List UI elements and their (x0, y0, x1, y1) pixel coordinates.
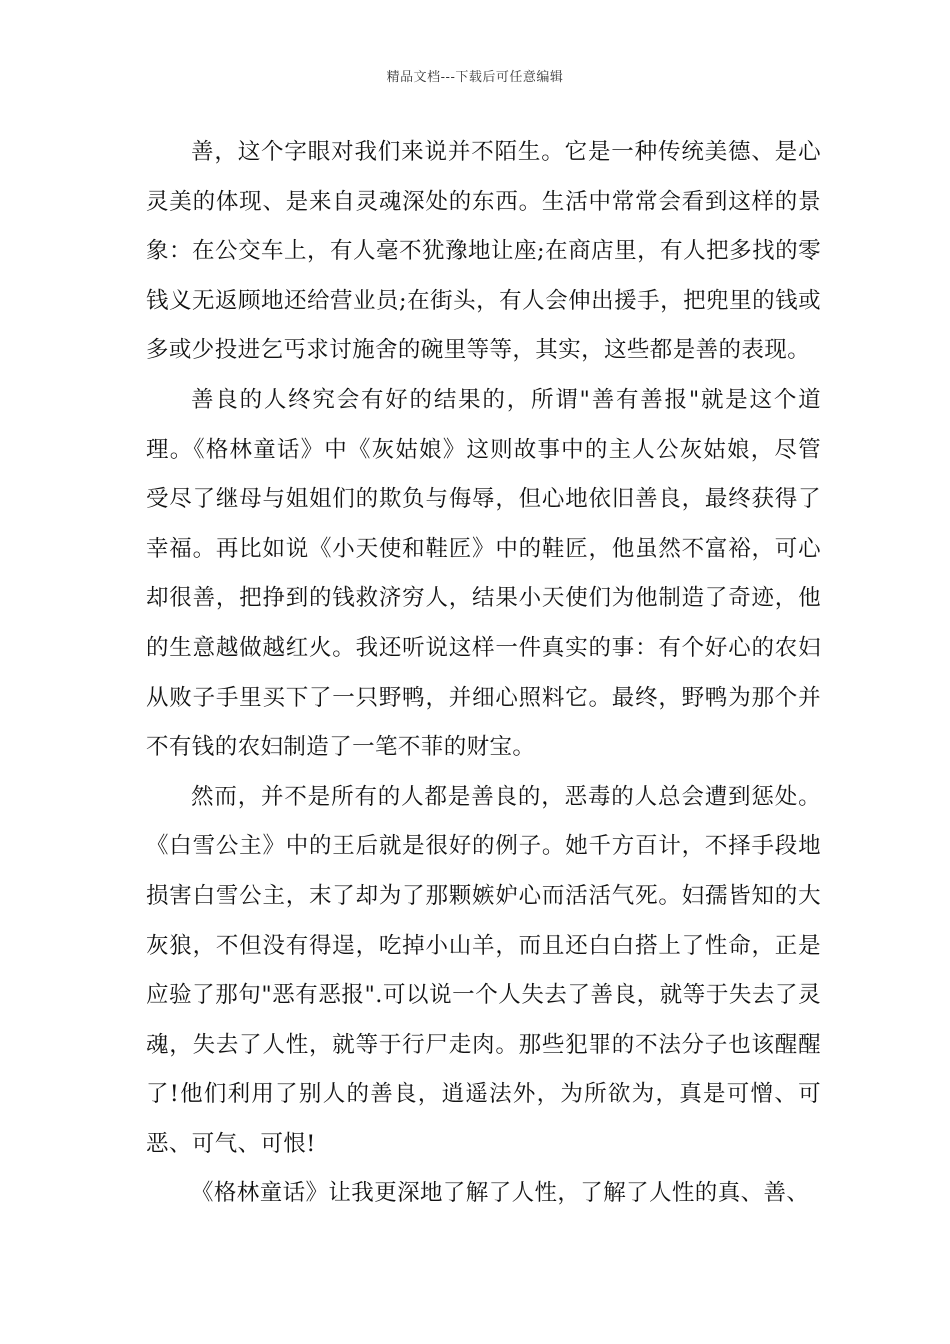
document-body (146, 128, 821, 1219)
paragraph-1: 善，这个字眼对我们来说并不陌生。它是一种传统美德、是心灵美的体现、是来自灵魂深处的东西。生活中常常会看到这样的景象：在公交车上，有人毫不犹豫地让座;在商店里，有人把多找的零钱义无返顾地还给营业员;在街头，有人会伸出援手，把兜里的钱或多或少投进乞丐求讨施舍的碗里等等，其实，这些都是善的表现。 (146, 139, 821, 364)
page-header: 精品文档---下载后可任意编辑 (386, 70, 564, 85)
paragraph-2: 善良的人终究会有好的结果的，所谓"善有善报"就是这个道理。《格林童话》中《灰姑娘》这则故事中的主人公灰姑娘，尽管受尽了继母与姐姐们的欺负与侮辱，但心地依旧善良，最终获得了幸福。再比如说《小天使和鞋匠》中的鞋匠，他虽然不富裕，可心却很善，把挣到的钱救济穷人，结果小天使们为他制造了奇迹，他的生意越做越红火。我还听说这样一件真实的事：有个好心的农妇从败子手里买下了一只野鸭，并细心照料它。最终，野鸭为那个并不有钱的农妇制造了一笔不菲的财宝。 (146, 386, 821, 761)
paragraph-4: 《格林童话》让我更深地了解了人性，了解了人性的真、善、 (191, 1180, 810, 1207)
paragraph-3: 然而，并不是所有的人都是善良的，恶毒的人总会遭到惩处。《白雪公主》中的王后就是很好的例子。她千方百计，不择手段地损害白雪公主，末了却为了那颗嫉妒心而活活气死。妇孺皆知的大灰狼，不但没有得逞，吃掉小山羊，而且还白白搭上了性命，正是应验了那句"恶有恶报".可以说一个人失去了善良，就等于失去了灵魂，失去了人性，就等于行尸走肉。那些犯罪的不法分子也该醒醒了!他们利用了别人的善良，逍遥法外，为所欲为，真是可憎、可恶、可气、可恨! (146, 783, 821, 1157)
